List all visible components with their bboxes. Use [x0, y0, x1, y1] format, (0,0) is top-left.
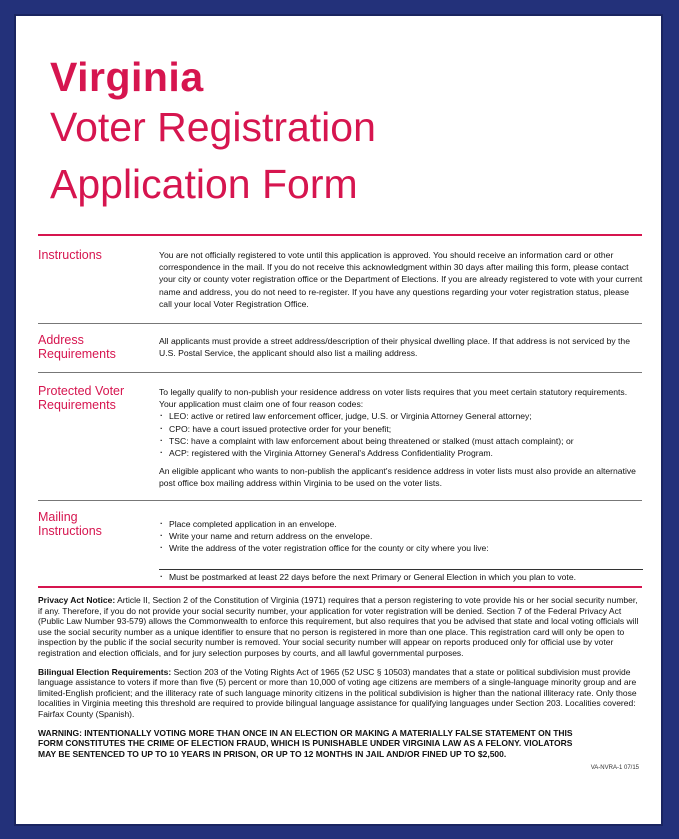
address-text: All applicants must provide a street address/description of their physical dwelling place. If that address is not serviced by the U.S. Postal Service, the applicant should also list a mailing address. [159, 336, 630, 359]
protected-body [159, 386, 644, 490]
protected-outro: An eligible applicant who wants to non-publish the applicant's residence address in voter lists must also provide an alternative post office box mailing address within Virginia to be used on the voter lists. [159, 466, 636, 489]
mailing-body [159, 518, 644, 555]
address-label [38, 333, 158, 361]
protected-label-line1: Protected Voter [38, 384, 125, 398]
instructions-text: You are not officially registered to vote until this application is approved. You should receive an information card or other correspondence in the mail. If you do not receive this acknowledgment within 30 days after mailing this form, please contact your city or county voter registration office or the Department of Elections. If you are already registered to vote with your current name and address, you do not need to re-register. If you have any questions regarding your voter registration status, please call your local Voter Registration Office. [159, 250, 643, 309]
form-code: VA-NVRA-1 07/15 [590, 765, 639, 771]
address-write-line [159, 569, 643, 570]
mailing-label [38, 510, 158, 538]
list-item: · TSC: have a complaint with law enforcement about being threatened or stalked (must attach complaint); or [159, 435, 644, 447]
list-item: · Place completed application in an envelope. [159, 518, 644, 530]
mailing-label-line2: Instructions [38, 524, 102, 538]
address-label-line2: Requirements [38, 347, 116, 361]
list-item: · CPO: have a court issued protective order for your benefit; [159, 423, 644, 435]
bilingual-notice [38, 667, 644, 720]
protected-label-line2: Requirements [38, 398, 116, 412]
address-label-line1: Address [38, 333, 84, 347]
title-line-3: Application Form [50, 161, 358, 207]
mailing-final [159, 571, 644, 583]
title-divider [38, 234, 642, 236]
section-divider [38, 323, 642, 324]
title-state: Virginia [50, 54, 204, 100]
protected-intro: To legally qualify to non-publish your residence address on voter lists requires that you meet certain statutory requirements. Your application must claim one of four reason codes: [159, 387, 628, 410]
mailing-label-line1: Mailing [38, 510, 78, 524]
title-line-2: Voter Registration [50, 104, 376, 150]
privacy-heading: Privacy Act Notice: [38, 595, 116, 605]
list-item: · Must be postmarked at least 22 days before the next Primary or General Election in which you plan to vote. [159, 571, 644, 583]
section-divider-red [38, 586, 642, 588]
fine-print [38, 595, 644, 767]
privacy-notice [38, 595, 644, 659]
section-divider [38, 372, 642, 373]
list-item: · Write the address of the voter registration office for the county or city where you live: [159, 542, 644, 554]
warning-text: WARNING: INTENTIONALLY VOTING MORE THAN ONCE IN AN ELECTION OR MAKING A MATERIALLY FALSE STATEMENT ON THIS FORM CONSTITUTES THE CRIME OF ELECTION FRAUD, WHICH IS PUNISHABLE UNDER VIRGINIA LAW AS A FELONY. VIOLATORS MAY BE SENTENCED TO UP TO 10 YEARS IN PRISON, OR UP TO 12 MONTHS IN JAIL AND/OR FINED UP TO $2,500. [38, 727, 573, 759]
bilingual-text: Section 203 of the Voting Rights Act of 1965 (52 USC § 10503) mandates that a state or political subdivision must provide language assistance to voters if more than five (5) percent or more than 10,000 of voting age citizens are members of a single-language minority group and are limited-English proficient; and the illiteracy rate of such language minority citizens in the political subdivision is higher than the national illiteracy rate. Only those localities in Virginia meeting this threshold are required to provide bilingual language assistance for qualifying languages under Section 203. Localities covered: Fairfax County (Spanish). [38, 666, 637, 719]
protected-label [38, 384, 158, 412]
address-body [159, 335, 644, 359]
list-item: · ACP: registered with the Virginia Attorney General's Address Confidentiality Program. [159, 447, 644, 459]
instructions-body [159, 249, 644, 310]
privacy-text: Article II, Section 2 of the Constitution of Virginia (1971) requires that a person registering to vote provide his or her social security number, if any. Therefore, if you do not provide your social security number, your application for voter registration will be denied. Section 7 of the Federal Privacy Act (Public Law Number 93-579) allows the Commonwealth to enforce this requirement, but also requires that you be advised that state and local voting officials will use the social security number as a unique identifier to ensure that no person is registered in more than one place. This registration card will only be open to inspection by the public if the social security number is removed. Your social security number will appear on reports produced only for official use by voter registration and election officials, and for jury selection purposes by courts, and all lawful governmental purposes. [38, 595, 639, 658]
list-item: · LEO: active or retired law enforcement officer, judge, U.S. or Virginia Attorney General attorney; [159, 410, 644, 422]
instructions-label: Instructions [38, 248, 102, 262]
document-page [16, 16, 661, 824]
bilingual-heading: Bilingual Election Requirements: [38, 666, 172, 677]
section-divider [38, 500, 642, 501]
list-item: · Write your name and return address on the envelope. [159, 530, 644, 542]
